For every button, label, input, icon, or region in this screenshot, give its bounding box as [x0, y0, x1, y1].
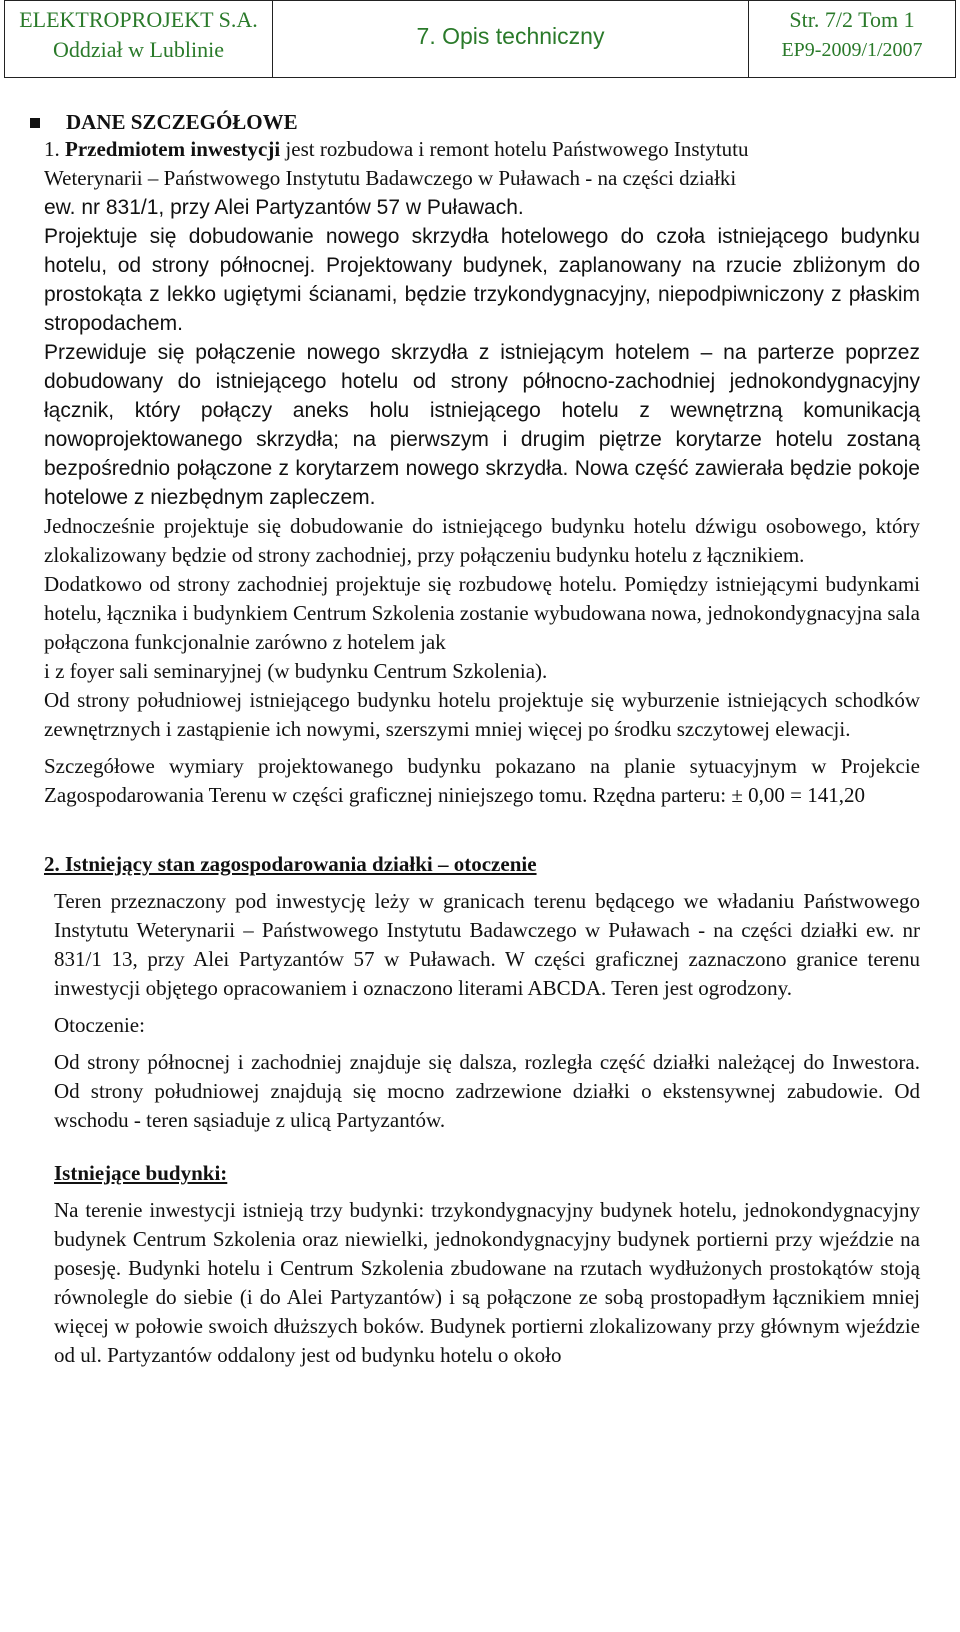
item2-paragraph-budynki: Na terenie inwestycji istnieją trzy budynki: trzykondygnacyjny budynek hotelu, jednokondygnacyjny budynek Centrum Szkolenia oraz niewielki, jednokondygnacyjny budynek portierni przy wjeździe na posesję. Budynki hotelu i Centrum Szkolenia zbudowane na rzutach wydłużonych prostokątów stoją równolegle do siebie (i do Alei Partyzantów) i są połączone ze sobą prostopadłym łącznikiem mniej więcej w połowie swoich dłuższych boków. Budynek portierni zlokalizowany przy głównym wjeździe od ul. Partyzantów oddalony jest od budynku hotelu o około [54, 1198, 920, 1367]
item2-paragraph-teren: Teren przeznaczony pod inwestycję leży w granicach terenu będącego we władaniu Państwowego Instytutu Weterynarii – Państwowego Instytutu Badawczego w Puławach - na części działki ew. nr 831/1 13, przy Alei Partyzantów 57 w Puławach. W części graficznej zaznaczono granice terenu inwestycji objętego opracowaniem i oznaczono literami ABCDA. Teren jest ogrodzony. [54, 889, 920, 1000]
item1-bold-label: Przedmiotem inwestycji [65, 137, 281, 161]
item2-otoczenie-label: Otoczenie: [54, 1013, 145, 1037]
item2-heading: 2. Istniejący stan zagospodarowania działki – otoczenie [44, 852, 537, 876]
company-name: ELEKTROPROJEKT S.A. [19, 7, 258, 32]
square-bullet-icon [30, 118, 40, 128]
item1-line2: Weterynarii – Państwowego Instytutu Badawczego w Puławach - na części działki [44, 166, 737, 190]
heading-text: DANE SZCZEGÓŁOWE [66, 110, 298, 134]
document-body [44, 110, 920, 1370]
item1-paragraph-dzwig: Jednocześnie projektuje się dobudowanie do istniejącego budynku hotelu dźwigu osobowego, który zlokalizowany będzie od strony zachodniej, przy połączeniu budynku hotelu z łącznikiem. [44, 514, 920, 567]
item2-paragraph-otoczenie: Od strony północnej i zachodniej znajduje się dalsza, rozległa część działki należącej do Inwestora. Od strony południowej znajdują się mocno zadrzewione działki o ekstensywnej zabudowie. Od wschodu - teren sąsiaduje z ulicą Partyzantów. [54, 1050, 920, 1132]
item1-paragraph-schodki: Od strony południowej istniejącego budynku hotelu projektuje się wyburzenie istniejących schodków zewnętrznych i zastąpienie ich nowymi, szerszymi mniej więcej po środku szczytowej elewacji. [44, 688, 920, 741]
item1-paragraph-rozbudowa: Dodatkowo od strony zachodniej projektuje się rozbudowę hotelu. Pomiędzy istniejącymi budynkami hotelu, łącznika i budynkiem Centrum Szkolenia zostanie wybudowana nowa, jednokondygnacyjna sala połączona funkcjonalnie zarówno z hotelem jak [44, 572, 920, 654]
section-heading [44, 110, 920, 135]
branch-name: Oddział w Lublinie [52, 37, 225, 62]
item1-number: 1. [44, 137, 60, 161]
item1-paragraph-foyer: i z foyer sali seminaryjnej (w budynku Centrum Szkolenia). [44, 659, 548, 683]
document-id: EP9-2009/1/2007 [781, 39, 923, 61]
header-section-cell [273, 1, 749, 77]
item1-paragraph-projekt: Projektuje się dobudowanie nowego skrzydła hotelowego do czoła istniejącego budynku hotelu, od strony północnej. Projektowany budynek, zaplanowany na rzucie zbliżonym do prostokąta z lekko ugiętymi ścianami, będzie trzykondygnacyjny, niepodpiwniczony z płaskim stropodachem. [44, 225, 920, 335]
item1-paragraph-polaczenie: Przewiduje się połączenie nowego skrzydła z istniejącym hotelem – na parterze poprzez dobudowany do istniejącego hotelu od strony północno-zachodniej jednokondygnacyjny łącznik, który połączy aneks holu istniejącego hotelu z wewnętrzną komunikacją nowoprojektowanego skrzydła; na pierwszym i drugim piętrze korytarze hotelu zostaną bezpośrednio połączone z korytarzem nowego skrzydła. Nowa część zawierała będzie pokoje hotelowe z niezbędnym zapleczem. [44, 341, 920, 509]
item1-paragraph-wymiary: Szczegółowe wymiary projektowanego budynku pokazano na planie sytuacyjnym w Projekcie Zagospodarowania Terenu w części graficznej niniejszego tomu. Rzędna parteru: ± 0,00 = 141,20 [44, 754, 920, 807]
section-title: 7. Opis techniczny [416, 23, 605, 49]
page-number: Str. 7/2 Tom 1 [789, 7, 915, 32]
item1-line1-rest: jest rozbudowa i remont hotelu Państwowego Instytutu [280, 137, 749, 161]
header-page-cell [749, 1, 955, 77]
item1-line3: ew. nr 831/1, przy Alei Partyzantów 57 w Puławach. [44, 196, 524, 219]
header-table [4, 0, 956, 78]
item2-buildings-heading: Istniejące budynki: [54, 1161, 228, 1185]
document-header [0, 0, 960, 82]
header-company-cell [5, 1, 273, 77]
item1-line1 [44, 135, 920, 164]
